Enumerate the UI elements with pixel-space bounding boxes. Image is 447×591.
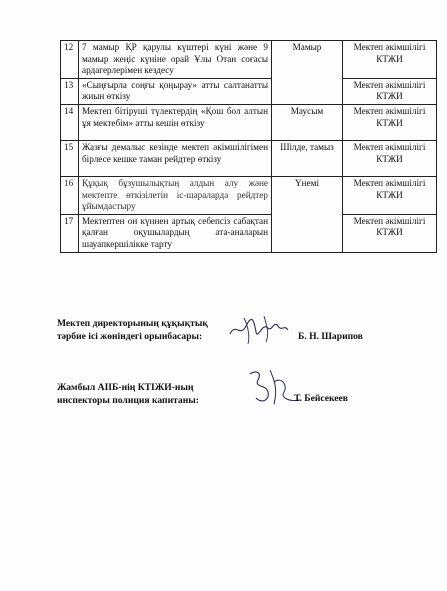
row-number: 15: [61, 140, 79, 176]
event-date: Мамыр: [272, 41, 343, 105]
inspector-title: [57, 382, 199, 407]
table-row: [61, 78, 437, 104]
event-date: Шілде, тамыз: [272, 140, 343, 176]
row-number: 14: [61, 104, 79, 140]
row-number: 17: [61, 214, 79, 252]
event-description: Құқық бұзушылықтың алдын алу және мектепте өткізілетін іс-шараларда рейдтер ұйымдастыру: [79, 176, 272, 214]
event-date: Үнемі: [272, 176, 343, 252]
responsible-party: Мектеп әкімшілігі КТЖИ: [343, 104, 437, 140]
deputy-signature: [226, 312, 296, 346]
row-number: 13: [61, 78, 79, 104]
table-row: [61, 104, 437, 140]
events-table: [60, 40, 437, 253]
event-date: Маусым: [272, 104, 343, 140]
deputy-title: [57, 318, 208, 343]
table-row: [61, 41, 437, 79]
event-description: 7 мамыр ҚР қарулы күштері күні және 9 мамыр жеңіс күніне орай Ұлы Отан соғасы ардагерлерімен кездесу: [79, 41, 272, 79]
row-number: 12: [61, 41, 79, 79]
event-description: Мектептен он күннен артық себепсіз сабақтан қалған оқушылардың ата-аналарын шауапкершілікке тарту: [79, 214, 272, 252]
responsible-party: Мектеп әкімшілігі КТЖИ: [343, 176, 437, 214]
table-row: [61, 140, 437, 176]
event-description: Мектеп бітіруші түлектердің «Қош бол алтын ұя мектебім» атты кешін өткізу: [79, 104, 272, 140]
table-row: [61, 176, 437, 214]
deputy-name: Б. Н. Шарипов: [298, 331, 363, 342]
event-description: «Сыңғырла соңғы қоңырау» атты салтанатты жиын өткізу: [79, 78, 272, 104]
inspector-title-line1: Жамбыл АІІБ-нің КТІЖИ-ның: [57, 382, 194, 393]
responsible-party: Мектеп әкімшілігі КТЖИ: [343, 78, 437, 104]
table-row: [61, 214, 437, 252]
inspector-title-line2: инспекторы полиция капитаны:: [57, 394, 199, 406]
deputy-title-line2: тәрбие ісі жөніндегі орынбасары:: [57, 330, 203, 342]
row-number: 16: [61, 176, 79, 214]
deputy-title-line1: Мектеп директорының құқықтық: [57, 318, 208, 329]
responsible-party: Мектеп әкімшілігі КТЖИ: [343, 41, 437, 79]
event-description: Жазғы демалыс кезінде мектеп әкімшілігімен бірлесе кешке таман рейдтер өткізу: [79, 140, 272, 176]
responsible-party: Мектеп әкімшілігі КТЖИ: [343, 140, 437, 176]
inspector-name: Т. Бейсекеев: [294, 393, 348, 404]
responsible-party: Мектеп әкімшілігі КТЖИ: [343, 214, 437, 252]
